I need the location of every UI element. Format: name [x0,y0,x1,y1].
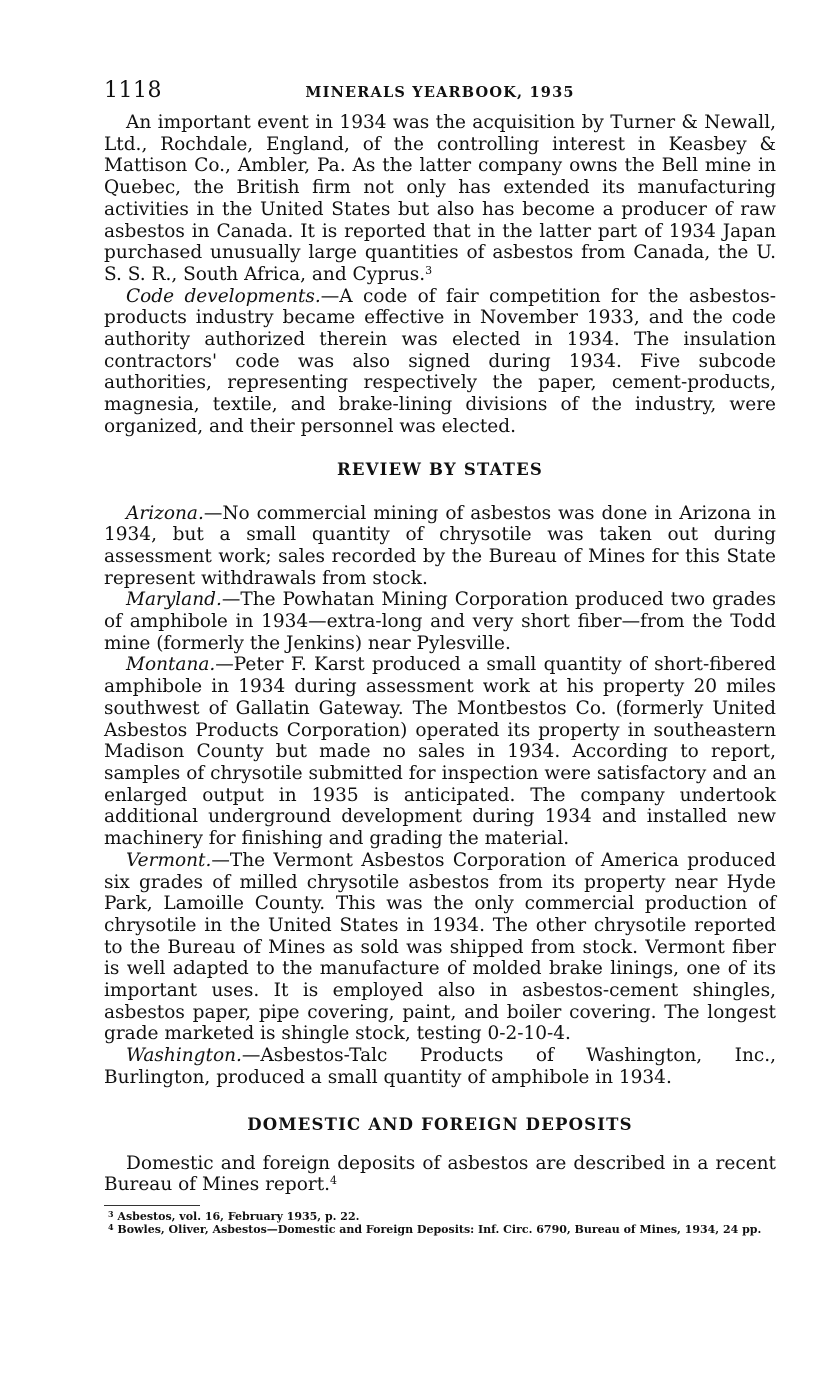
footnote-3-mark: 3 [108,1208,114,1219]
arizona-lead: Arizona. [126,502,204,524]
footnote-3 [108,1210,776,1223]
footnote-3-text: Asbestos, vol. 16, February 1935, p. 22. [117,1209,360,1223]
code-developments-text: —A code of fair competition for the asbestos-products industry became effective in November 1933, and the code authority authorized therein was elected in 1934. The insulation contractors' code was also signed during 1934. Five subcode authorities, representing respectively the paper, cement-products, magnesia, textile, and brake-lining divisions of the industry, were organized, and their personnel was elected. [104,285,776,437]
maryland-paragraph [104,589,776,654]
washington-lead: Washington. [126,1045,242,1067]
arizona-paragraph [104,503,776,590]
footnote-4-text: Bowles, Oliver, Asbestos—Domestic and Foreign Deposits: Inf. Circ. 6790, Bureau of Mines, 1934, 24 pp. [117,1222,762,1236]
domestic-foreign-deposits-heading: DOMESTIC AND FOREIGN DEPOSITS [247,1114,633,1134]
intro-paragraph [104,112,776,286]
maryland-text: —The Powhatan Mining Corporation produced two grades of amphibole in 1934—extra-long and very short fiber—from the Todd mine (formerly the Jenkins) near Pylesville. [104,589,776,654]
deposits-text: Domestic and foreign deposits of asbestos are described in a recent Bureau of Mines report. [104,1152,776,1196]
maryland-lead: Maryland. [126,589,222,611]
footnote-rule [104,1205,200,1206]
running-head [104,78,776,112]
page [104,78,776,1236]
footnote-4 [108,1223,776,1236]
footnote-ref-3: 3 [425,263,433,277]
page-number: 1118 [104,78,162,103]
deposits-paragraph [104,1153,776,1196]
vermont-paragraph [104,850,776,1045]
intro-paragraph-text: An important event in 1934 was the acquisition by Turner & Newall, Ltd., Rochdale, England, of the controlling interest in Keasbey & Mattison Co., Ambler, Pa. As the latter company owns the Bell mine in Quebec, the British firm not only has extended its manufacturing activities in the United States but also has become a producer of raw asbestos in Canada. It is reported that in the latter part of 1934 Japan purchased unusually large quantities of asbestos from Canada, the U. S. S. R., South Africa, and Cyprus. [104,112,776,285]
washington-text: —Asbestos-Talc Products of Washington, Inc., Burlington, produced a small quantity of amphibole in 1934. [104,1045,776,1088]
vermont-lead: Vermont. [126,849,212,871]
montana-lead: Montana. [126,654,216,676]
running-title: MINERALS YEARBOOK, 1935 [305,84,575,101]
footnote-4-mark: 4 [108,1221,114,1232]
montana-text: —Peter F. Karst produced a small quantity of short-fibered amphibole in 1934 during assessment work at his property 20 miles southwest of Gallatin Gateway. The Montbestos Co. (formerly United Asbestos Products Corporation) operated its property in southeastern Madison County but made no sales in 1934. According to report, samples of chrysotile submitted for inspection were satisfactory and an enlarged output in 1935 is anticipated. The company undertook additional underground development during 1934 and installed new machinery for finishing and grading the material. [104,654,776,850]
washington-paragraph [104,1045,776,1088]
arizona-text: —No commercial mining of asbestos was done in Arizona in 1934, but a small quantity of chrysotile was taken out during assessment work; sales recorded by the Bureau of Mines for this State represent withdrawals from stock. [104,502,776,589]
review-by-states-heading: REVIEW BY STATES [336,459,543,479]
code-developments-lead: Code developments. [126,285,321,307]
code-developments-paragraph [104,286,776,438]
montana-paragraph [104,654,776,849]
vermont-text: —The Vermont Asbestos Corporation of America produced six grades of milled chrysotile asbestos from its property near Hyde Park, Lamoille County. This was the only commercial production of chrysotile in the United States in 1934. The other chrysotile reported to the Bureau of Mines as sold was shipped from stock. Vermont fiber is well adapted to the manufacture of molded brake linings, one of its important uses. It is employed also in asbestos-cement shingles, asbestos paper, pipe covering, paint, and boiler covering. The longest grade marketed is shingle stock, testing 0-2-10-4. [104,849,776,1045]
footnote-ref-4: 4 [330,1174,338,1188]
